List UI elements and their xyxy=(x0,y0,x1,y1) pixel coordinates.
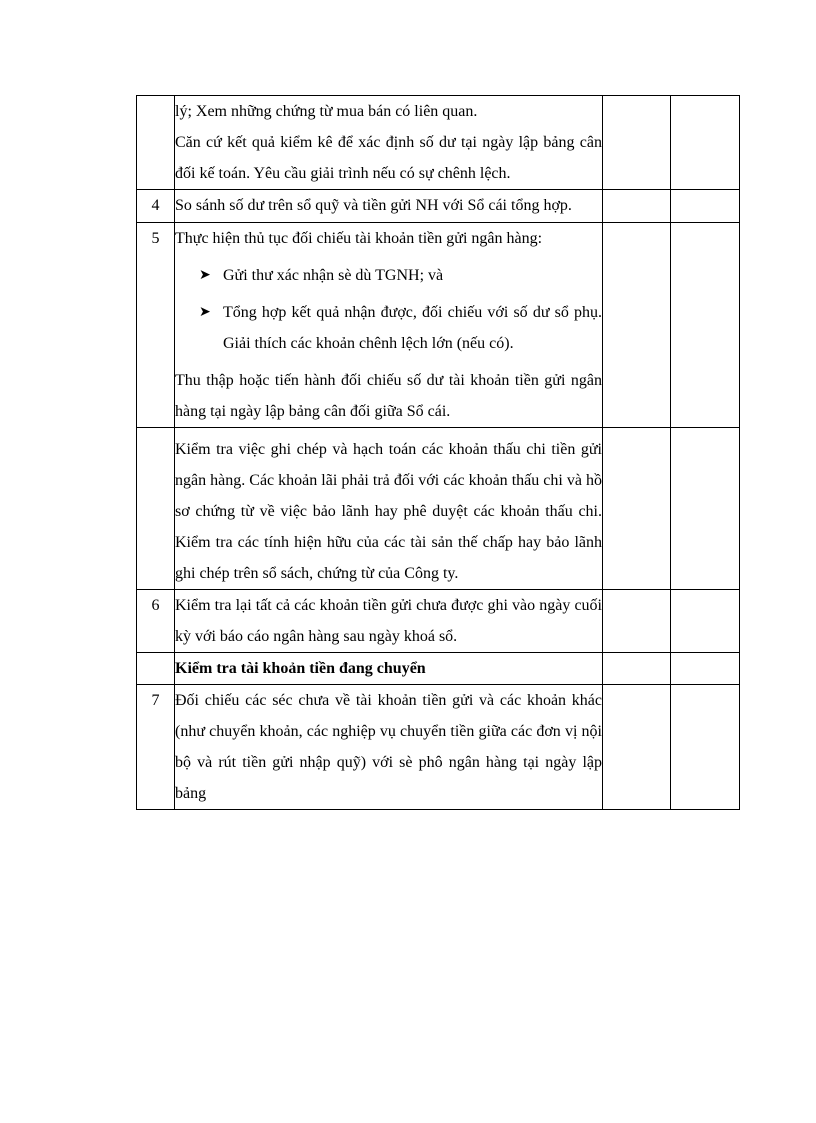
procedure-cell xyxy=(175,653,603,685)
list-item xyxy=(199,260,602,291)
step-number-cell xyxy=(137,653,175,685)
bullet-list xyxy=(175,260,602,359)
section-heading: Kiểm tra tài khoản tiền đang chuyển xyxy=(175,660,426,677)
step-number-cell: 7 xyxy=(137,685,175,810)
procedure-cell xyxy=(175,428,603,590)
table-row xyxy=(137,653,740,685)
procedure-text: Kiểm tra lại tất cả các khoản tiền gửi chưa được ghi vào ngày cuối kỳ với báo cáo ngân hàng sau ngày khoá sổ. xyxy=(175,597,602,645)
empty-cell xyxy=(603,653,671,685)
empty-cell xyxy=(603,190,671,223)
bullet-text: Gửi thư xác nhận sè dù TGNH; và xyxy=(223,267,444,284)
empty-cell xyxy=(671,428,740,590)
empty-cell xyxy=(603,223,671,428)
table-row xyxy=(137,223,740,428)
procedure-intro: Thực hiện thủ tục đối chiếu tài khoản tiền gửi ngân hàng: xyxy=(175,230,543,247)
procedure-text: Đối chiếu các séc chưa về tài khoản tiền gửi và các khoản khác (như chuyển khoản, các nghiệp vụ chuyển tiền giữa các đơn vị nội bộ và rút tiền gửi nhập quỹ) với sè phô ngân hàng tại ngày lập bảng xyxy=(175,692,602,802)
empty-cell xyxy=(603,685,671,810)
empty-cell xyxy=(603,96,671,190)
arrowhead-bullet-icon: ➤ xyxy=(199,268,211,283)
empty-cell xyxy=(671,653,740,685)
procedure-cell xyxy=(175,590,603,653)
procedure-cell xyxy=(175,685,603,810)
procedure-text: So sánh số dư trên sổ quỹ và tiền gửi NH với Sổ cái tổng hợp. xyxy=(175,197,572,214)
bullet-text: Tổng hợp kết quả nhận được, đối chiếu với số dư sổ phụ. Giải thích các khoản chênh lệch lớn (nếu có). xyxy=(223,304,602,352)
empty-cell xyxy=(671,223,740,428)
step-number-cell: 4 xyxy=(137,190,175,223)
procedure-cell xyxy=(175,96,603,190)
table-row xyxy=(137,685,740,810)
empty-cell xyxy=(671,190,740,223)
table-row xyxy=(137,96,740,190)
procedure-text: Kiểm tra việc ghi chép và hạch toán các khoản thấu chi tiền gửi ngân hàng. Các khoản lãi phải trả đối với các khoản thấu chi và hồ sơ chứng từ về việc bảo lãnh hay phê duyệt các khoản thấu chi. Kiểm tra các tính hiện hữu của các tài sản thế chấp hay bảo lãnh ghi chép trên sổ sách, chứng từ của Công ty. xyxy=(175,441,602,582)
arrowhead-bullet-icon: ➤ xyxy=(199,305,211,320)
empty-cell xyxy=(603,428,671,590)
procedure-text: Căn cứ kết quả kiểm kê để xác định số dư tại ngày lập bảng cân đối kế toán. Yêu cầu giải trình nếu có sự chênh lệch. xyxy=(175,134,602,182)
table-row xyxy=(137,590,740,653)
procedure-cell xyxy=(175,190,603,223)
step-number-cell xyxy=(137,428,175,590)
table-row xyxy=(137,190,740,223)
list-item xyxy=(199,297,602,359)
empty-cell xyxy=(671,590,740,653)
procedure-text: Thu thập hoặc tiến hành đối chiếu số dư tài khoản tiền gửi ngân hàng tại ngày lập bảng cân đối giữa Sổ cái. xyxy=(175,372,602,420)
table-row xyxy=(137,428,740,590)
empty-cell xyxy=(603,590,671,653)
step-number-cell xyxy=(137,96,175,190)
empty-cell xyxy=(671,685,740,810)
empty-cell xyxy=(671,96,740,190)
procedure-cell xyxy=(175,223,603,428)
step-number-cell: 6 xyxy=(137,590,175,653)
procedure-text: lý; Xem những chứng từ mua bán có liên quan. xyxy=(175,103,478,120)
step-number-cell: 5 xyxy=(137,223,175,428)
audit-procedure-table xyxy=(136,95,740,810)
